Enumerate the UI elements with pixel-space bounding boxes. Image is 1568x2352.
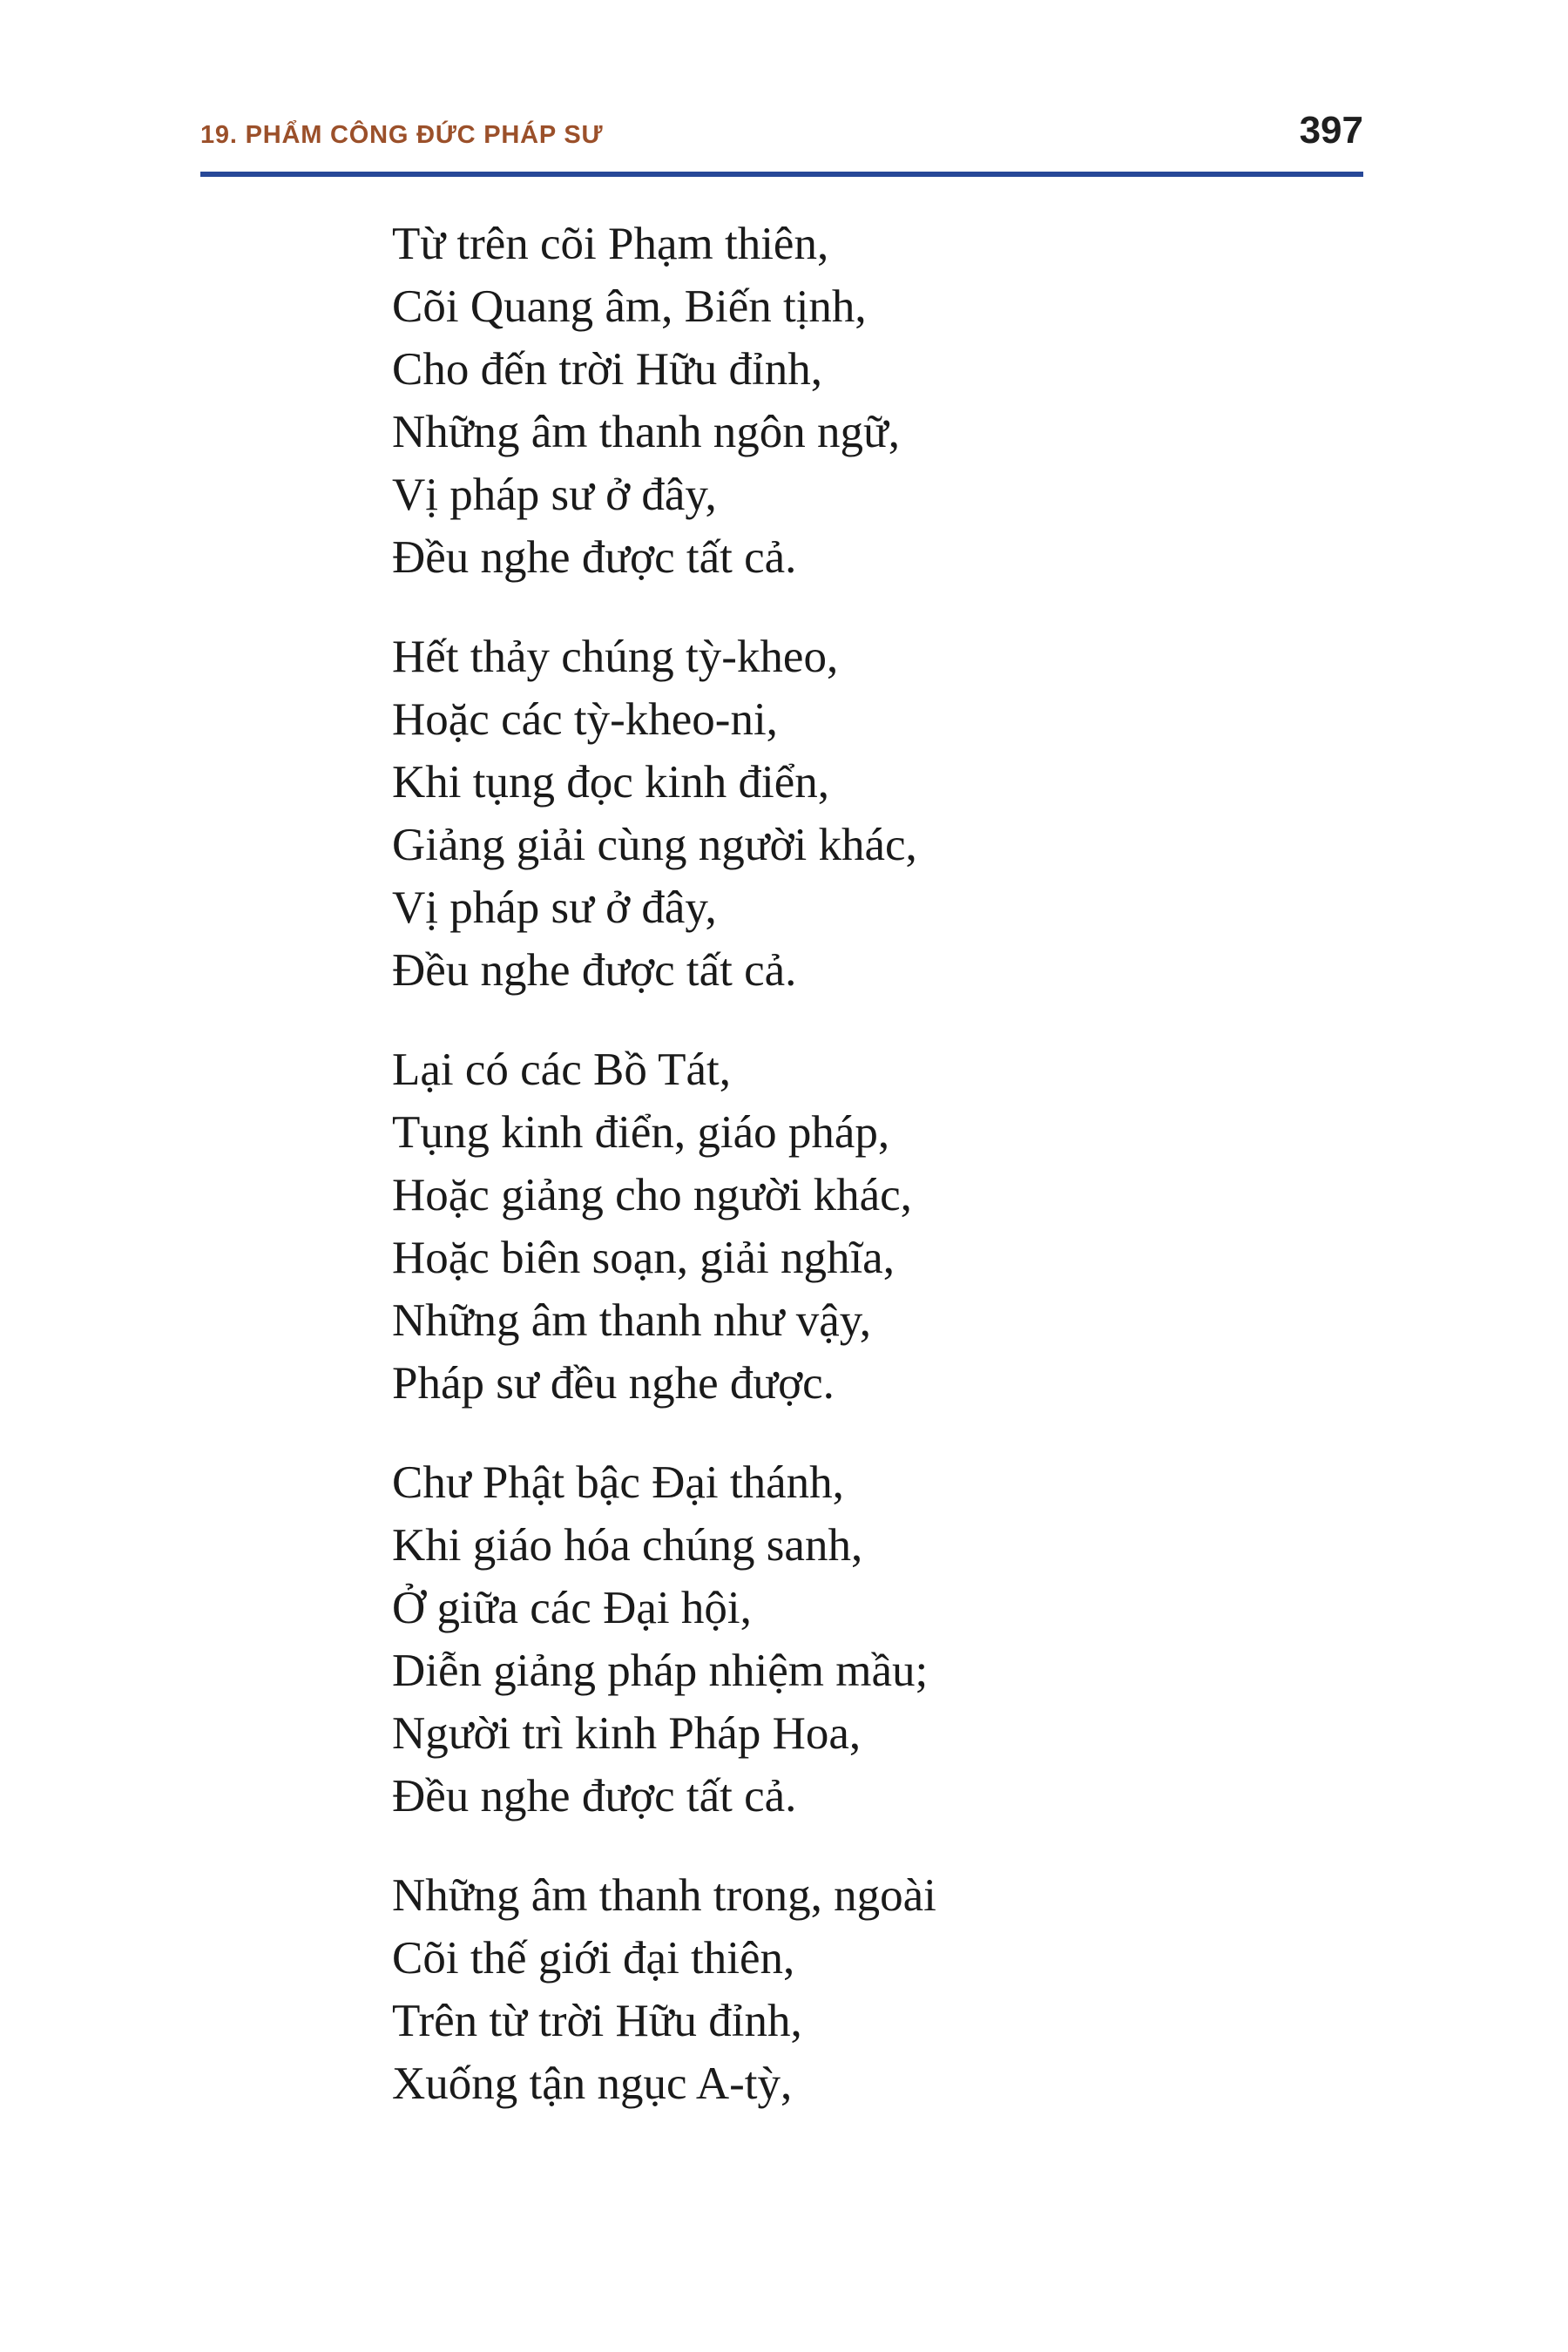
verse-line: Tụng kinh điển, giáo pháp,: [392, 1107, 890, 1158]
page-number: 397: [1299, 109, 1363, 152]
verse-line: Đều nghe được tất cả.: [392, 532, 797, 583]
verse-line: Những âm thanh ngôn ngữ,: [392, 407, 900, 457]
verse-line: Vị pháp sư ở đây,: [392, 882, 717, 933]
page-header: [200, 109, 1363, 152]
verse-line: Diễn giảng pháp nhiệm mầu;: [392, 1646, 929, 1696]
verse-line: Hoặc giảng cho người khác,: [392, 1170, 912, 1220]
verse-line: Từ trên cõi Phạm thiên,: [392, 219, 829, 269]
verse-line: Người trì kinh Pháp Hoa,: [392, 1708, 862, 1759]
verse-line: Hoặc biên soạn, giải nghĩa,: [392, 1233, 895, 1283]
verse-line: Hết thảy chúng tỳ-kheo,: [392, 632, 839, 682]
verse-line: Đều nghe được tất cả.: [392, 1771, 797, 1821]
poem: [392, 213, 936, 2115]
verse-line: Những âm thanh như vậy,: [392, 1295, 872, 1346]
verse-line: Hoặc các tỳ-kheo-ni,: [392, 694, 778, 745]
verse-line: Cõi Quang âm, Biến tịnh,: [392, 281, 867, 332]
verse-line: Lại có các Bồ Tát,: [392, 1044, 731, 1095]
verse-line: Khi tụng đọc kinh điển,: [392, 757, 829, 808]
verse-line: Xuống tận ngục A-tỳ,: [392, 2058, 793, 2109]
verse-line: Giảng giải cùng người khác,: [392, 820, 917, 870]
stanza: [392, 1451, 936, 1828]
verse-line: Trên từ trời Hữu đỉnh,: [392, 1996, 802, 2046]
verse-line: Những âm thanh trong, ngoài: [392, 1870, 936, 1921]
stanza: [392, 625, 936, 1002]
verse-line: Pháp sư đều nghe được.: [392, 1358, 835, 1409]
verse-line: Chư Phật bậc Đại thánh,: [392, 1457, 844, 1508]
chapter-title: 19. PHẨM CÔNG ĐỨC PHÁP SƯ: [200, 121, 604, 149]
stanza: [392, 213, 936, 589]
stanza: [392, 1864, 936, 2115]
stanza: [392, 1038, 936, 1415]
verse-line: Ở giữa các Đại hội,: [392, 1583, 752, 1633]
verse-line: Vị pháp sư ở đây,: [392, 470, 717, 520]
header-rule-divider: [200, 172, 1363, 177]
verse-line: Cho đến trời Hữu đỉnh,: [392, 344, 822, 395]
verse-line: Khi giáo hóa chúng sanh,: [392, 1520, 863, 1571]
verse-line: Cõi thế giới đại thiên,: [392, 1933, 795, 1984]
verse-line: Đều nghe được tất cả.: [392, 945, 797, 996]
